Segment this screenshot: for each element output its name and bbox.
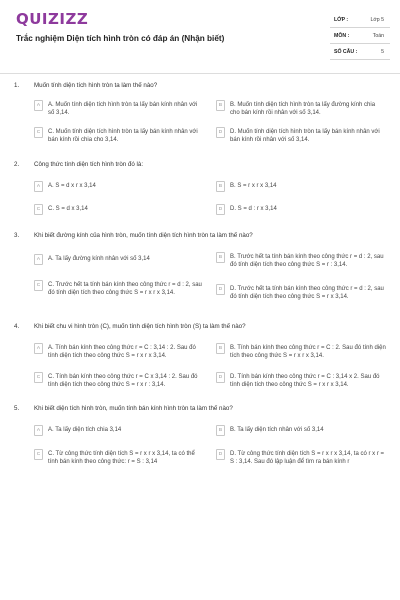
option-text: A. Ta lấy đường kính nhân với số 3,14: [48, 256, 150, 262]
option-text: B. Tính bán kính theo công thức r = C : 2. Sau đó tính diện tích theo công thức S = r x r x 3,14.: [230, 345, 386, 360]
option-letter-box: C: [34, 204, 43, 215]
option-letter-box: A: [34, 425, 43, 436]
question-text: Khi biết diện tích hình tròn, muốn tính bán kính hình tròn ta làm thế nào?: [34, 405, 233, 412]
question-text: Khi biết đường kính của hình tròn, muốn tính diện tích hình tròn ta làm thế nào?: [34, 232, 253, 239]
worksheet-header: [0, 0, 400, 72]
header-divider: [0, 73, 400, 74]
question-number: 3.: [14, 232, 20, 239]
option-letter-box: B: [216, 181, 225, 192]
meta-subject: [330, 28, 390, 44]
option-text: D. Từ công thức tính diện tích S = r x r x 3,14, ta có r x r = S : 3,14. Sau đó lập luận để tìm ra bán kính r: [230, 451, 384, 466]
option-letter-box: D: [216, 449, 225, 460]
option-text: D. Tính bán kính theo công thức r = C : 3,14 x 2. Sau đó tính diện tích theo công thức S = r x r x 3,14.: [230, 374, 380, 389]
worksheet-title: Trắc nghiệm Diện tích hình tròn có đáp án (Nhận biết): [16, 34, 225, 43]
question-text: Công thức tính diện tích hình tròn đó là:: [34, 161, 144, 168]
option-letter-box: C: [34, 449, 43, 460]
meta-value: 5: [381, 49, 384, 55]
option-letter-box: B: [216, 425, 225, 436]
option-text: B. Muốn tính diện tích hình tròn ta lấy đường kính chia cho bán kính rồi nhân với số 3,14.: [230, 102, 376, 117]
meta-grade: [330, 12, 390, 28]
question-number: 4.: [14, 323, 20, 330]
meta-value: Lớp 5: [370, 17, 384, 23]
meta-key: LỚP :: [334, 17, 349, 23]
question-number: 2.: [14, 161, 20, 168]
question-number: 1.: [14, 82, 20, 89]
option-letter-box: B: [216, 252, 225, 263]
meta-question-count: [330, 44, 390, 60]
meta-value: Toán: [372, 33, 384, 39]
meta-key: SỐ CÂU :: [334, 49, 358, 55]
option-letter-box: B: [216, 100, 225, 111]
option-text: A. Tính bán kính theo công thức r = C : 3,14 : 2. Sau đó tính diện tích theo công thức S = r x r x 3,14.: [48, 345, 196, 360]
option-letter-box: D: [216, 127, 225, 138]
option-text: C. S = d x 3,14: [48, 206, 88, 212]
option-text: D. Muốn tính diện tích hình tròn ta lấy bán kính nhân với bán kính rồi nhân với số 3,14.: [230, 129, 380, 144]
option-text: B. Ta lấy diện tích nhân với số 3,14: [230, 427, 324, 433]
question-number: 5.: [14, 405, 20, 412]
option-text: B. Trước hết ta tính bán kính theo công thức r = d : 2, sau đó tính diện tích theo công thức S = r : 3,14.: [230, 254, 384, 269]
option-text: D. Trước hết ta tính bán kính theo công thức r = d : 2, sau đó tính diện tích theo công thức S = r x 3,14.: [230, 286, 384, 301]
option-letter-box: C: [34, 372, 43, 383]
option-letter-box: D: [216, 284, 225, 295]
meta-key: MÔN :: [334, 33, 350, 39]
option-text: B. S = r x r x 3,14: [230, 183, 277, 189]
option-text: C. Tính bán kính theo công thức r = C x 3,14 : 2. Sau đó tính diện tích theo công thức S = r x r : 3,14.: [48, 374, 198, 389]
option-text: C. Muốn tính diện tích hình tròn ta lấy bán kính nhân với bán kính rồi chia cho 3,14.: [48, 129, 198, 144]
option-text: A. Ta lấy diện tích chia 3,14: [48, 427, 122, 433]
worksheet-meta: [330, 12, 390, 60]
quizizz-logo: QUIZIZZ: [16, 10, 89, 28]
option-text: A. Muốn tính diện tích hình tròn ta lấy bán kính nhân với số 3,14.: [48, 102, 198, 117]
option-letter-box: C: [34, 280, 43, 291]
option-letter-box: A: [34, 343, 43, 354]
option-letter-box: D: [216, 204, 225, 215]
option-letter-box: D: [216, 372, 225, 383]
question-text: Muốn tính diện tích hình tròn ta làm thế nào?: [34, 82, 158, 89]
option-letter-box: C: [34, 127, 43, 138]
option-text: C. Trước hết ta tính bán kính theo công thức r = d : 2, sau đó tính diện tích theo công thức S = r x r x 3,14.: [48, 282, 202, 297]
option-letter-box: A: [34, 254, 43, 265]
option-letter-box: A: [34, 100, 43, 111]
question-text: Khi biết chu vi hình tròn (C), muốn tính diện tích hình tròn (S) ta làm thế nào?: [34, 323, 246, 330]
option-letter-box: A: [34, 181, 43, 192]
option-text: D. S = d : r x 3,14: [230, 206, 277, 212]
option-text: A. S = d x r x 3,14: [48, 183, 96, 189]
option-letter-box: B: [216, 343, 225, 354]
option-text: C. Từ công thức tính diện tích S = r x r x 3,14, ta có thể tính bán kính theo công thức: r = S : 3,14: [48, 451, 195, 466]
